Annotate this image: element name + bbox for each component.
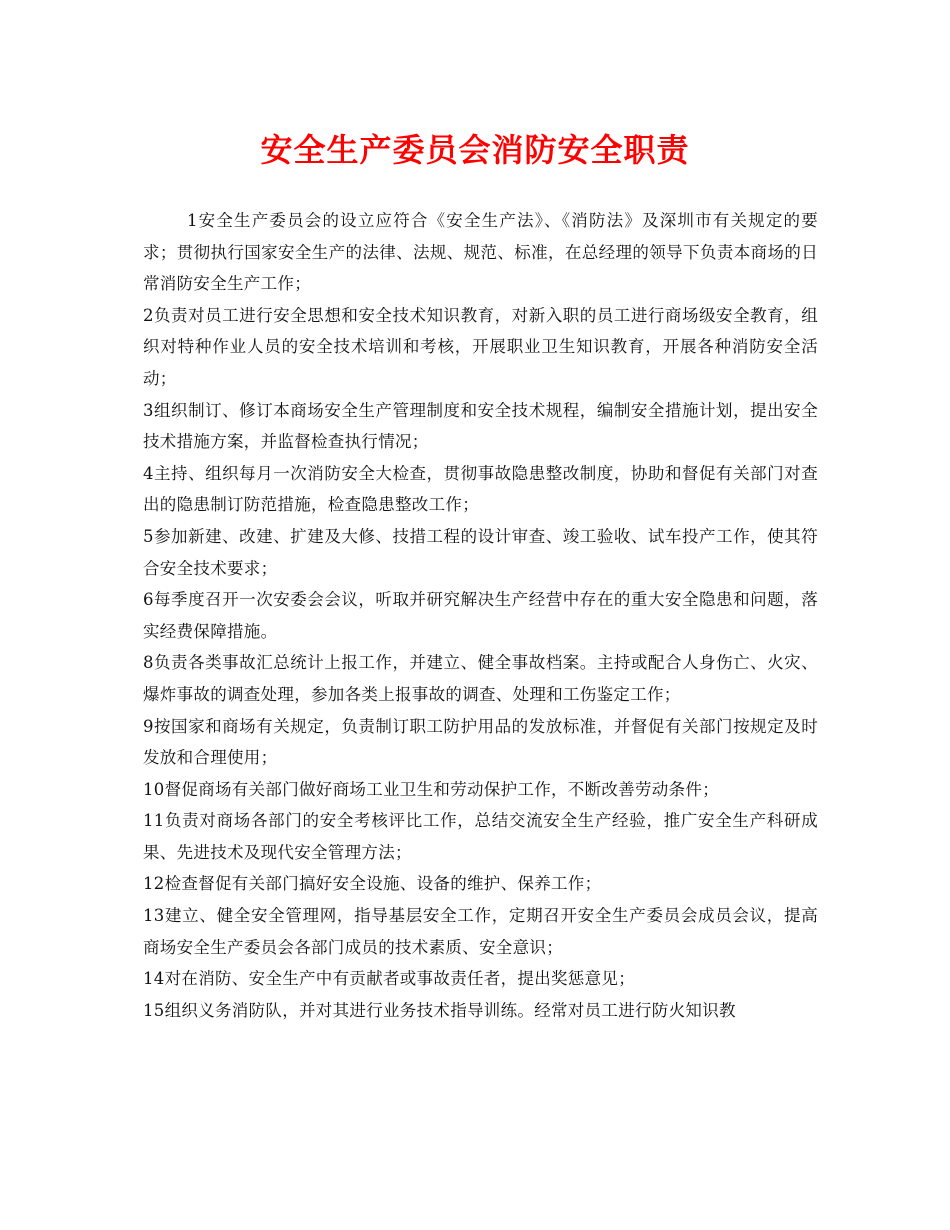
- duty-paragraph-9: 9按国家和商场有关规定，负责制订职工防护用品的发放标准，并督促有关部门按规定及时发放和合理使用；: [143, 716, 818, 768]
- duty-paragraph-8: 8负责各类事故汇总统计上报工作，并建立、健全事故档案。主持或配合人身伤亡、火灾、爆炸事故的调查处理，参加各类上报事故的调查、处理和工伤鉴定工作；: [143, 653, 818, 704]
- duty-paragraph-13: 13建立、健全安全管理网，指导基层安全工作，定期召开安全生产委员会成员会议，提高商场安全生产委员会各部门成员的技术素质、安全意识；: [143, 906, 818, 957]
- duty-paragraph-15: 15组织义务消防队，并对其进行业务技术指导训练。经常对员工进行防火知识教: [143, 1000, 736, 1020]
- duty-paragraph-2: 2负责对员工进行安全思想和安全技术知识教育，对新入职的员工进行商场级安全教育，组织对特种作业人员的安全技术培训和考核，开展职业卫生知识教育，开展各种消防安全活动；: [143, 305, 818, 388]
- duty-paragraph-1: 1安全生产委员会的设立应符合《安全生产法》、《消防法》及深圳市有关规定的要求；贯彻执行国家安全生产的法律、法规、规范、标准，在总经理的领导下负责本商场的日常消防安全生产工作；: [143, 211, 818, 294]
- duty-paragraph-10: 10督促商场有关部门做好商场工业卫生和劳动保护工作，不断改善劳动条件；: [143, 779, 719, 799]
- duty-paragraph-4: 4主持、组织每月一次消防安全大检查，贯彻事故隐患整改制度，协助和督促有关部门对查出的隐患制订防范措施，检查隐患整改工作；: [143, 463, 818, 515]
- duty-paragraph-14: 14对在消防、安全生产中有贡献者或事故责任者，提出奖惩意见；: [143, 969, 635, 989]
- duty-paragraph-11: 11负责对商场各部门的安全考核评比工作，总结交流安全生产经验，推广安全生产科研成果、先进技术及现代安全管理方法；: [143, 811, 818, 862]
- duty-paragraph-12: 12检查督促有关部门搞好安全设施、设备的维护、保养工作；: [143, 874, 602, 894]
- document-body: [143, 205, 818, 1026]
- duty-paragraph-6: 6每季度召开一次安委会会议，听取并研究解决生产经营中存在的重大安全隐患和问题，落实经费保障措施。: [143, 590, 818, 641]
- document-title: 安全生产委员会消防安全职责: [260, 131, 690, 169]
- duty-paragraph-5: 5参加新建、改建、扩建及大修、技措工程的设计审查、竣工验收、试车投产工作，使其符合安全技术要求；: [143, 526, 818, 578]
- duty-paragraph-3: 3组织制订、修订本商场安全生产管理制度和安全技术规程，编制安全措施计划，提出安全技术措施方案，并监督检查执行情况；: [143, 400, 818, 452]
